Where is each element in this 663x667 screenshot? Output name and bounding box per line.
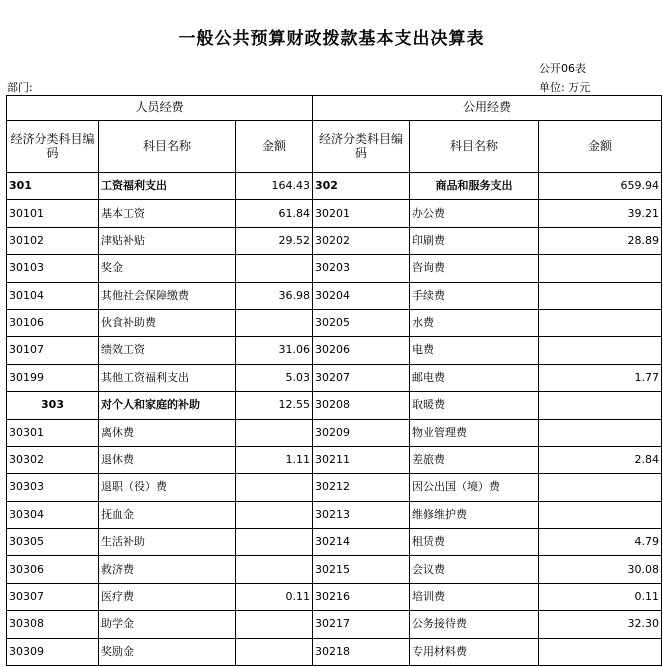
table-row: [7, 474, 662, 501]
left-code-cell: 30302: [7, 446, 99, 473]
right-code-cell: 30216: [313, 583, 410, 610]
header-name-left: 科目名称: [99, 121, 236, 173]
left-amount-cell: [236, 474, 313, 501]
right-code-cell: 302: [313, 173, 410, 200]
table-row: [7, 255, 662, 282]
left-code-cell: 30104: [7, 282, 99, 309]
right-code-cell: 30208: [313, 392, 410, 419]
left-amount-cell: 29.52: [236, 227, 313, 254]
header-amount-right: 金额: [539, 121, 662, 173]
left-code-cell: 30103: [7, 255, 99, 282]
left-name-cell: 津贴补贴: [99, 227, 236, 254]
section-public: 公用经费: [313, 96, 662, 121]
left-name-cell: 工资福利支出: [99, 173, 236, 200]
header-amount-left: 金额: [236, 121, 313, 173]
right-code-cell: 30204: [313, 282, 410, 309]
right-name-cell: 邮电费: [410, 364, 539, 391]
table-row: [7, 501, 662, 528]
table-row: [7, 638, 662, 665]
section-header-row: [7, 96, 662, 121]
right-name-cell: 专用材料费: [410, 638, 539, 665]
left-name-cell: 退职（役）费: [99, 474, 236, 501]
table-row: [7, 611, 662, 638]
right-amount-cell: [539, 474, 662, 501]
right-name-cell: 商品和服务支出: [410, 173, 539, 200]
right-amount-cell: 39.21: [539, 200, 662, 227]
left-name-cell: 伙食补助费: [99, 309, 236, 336]
left-code-cell: 30303: [7, 474, 99, 501]
left-name-cell: 绩效工资: [99, 337, 236, 364]
right-amount-cell: [539, 337, 662, 364]
left-name-cell: 医疗费: [99, 583, 236, 610]
left-amount-cell: 5.03: [236, 364, 313, 391]
table-row: [7, 392, 662, 419]
right-code-cell: 30207: [313, 364, 410, 391]
table-row: [7, 227, 662, 254]
right-name-cell: 物业管理费: [410, 419, 539, 446]
right-code-cell: 30214: [313, 529, 410, 556]
table-row: [7, 200, 662, 227]
table-row: [7, 556, 662, 583]
form-code: 公开06表: [539, 62, 586, 75]
left-amount-cell: 36.98: [236, 282, 313, 309]
right-name-cell: 会议费: [410, 556, 539, 583]
left-code-cell: 30308: [7, 611, 99, 638]
left-code-cell: 30102: [7, 227, 99, 254]
header-name-right: 科目名称: [410, 121, 539, 173]
left-amount-cell: [236, 419, 313, 446]
left-code-cell: 30107: [7, 337, 99, 364]
right-code-cell: 30212: [313, 474, 410, 501]
right-amount-cell: 659.94: [539, 173, 662, 200]
left-amount-cell: 164.43: [236, 173, 313, 200]
left-name-cell: 基本工资: [99, 200, 236, 227]
right-name-cell: 手续费: [410, 282, 539, 309]
right-amount-cell: 1.77: [539, 364, 662, 391]
right-amount-cell: [539, 282, 662, 309]
left-name-cell: 抚血金: [99, 501, 236, 528]
header-code-right: 经济分类科目编码: [313, 121, 410, 173]
left-amount-cell: 1.11: [236, 446, 313, 473]
left-code-cell: 30101: [7, 200, 99, 227]
table-row: [7, 419, 662, 446]
right-code-cell: 30209: [313, 419, 410, 446]
left-code-cell: 303: [7, 392, 99, 419]
department-label: 部门:: [7, 81, 33, 94]
right-name-cell: 咨询费: [410, 255, 539, 282]
right-name-cell: 办公费: [410, 200, 539, 227]
left-amount-cell: 31.06: [236, 337, 313, 364]
right-code-cell: 30201: [313, 200, 410, 227]
right-amount-cell: [539, 255, 662, 282]
right-code-cell: 30205: [313, 309, 410, 336]
table-row: [7, 173, 662, 200]
left-code-cell: 30309: [7, 638, 99, 665]
right-name-cell: 培训费: [410, 583, 539, 610]
right-amount-cell: 0.11: [539, 583, 662, 610]
right-code-cell: 30215: [313, 556, 410, 583]
left-amount-cell: 61.84: [236, 200, 313, 227]
left-name-cell: 奖金: [99, 255, 236, 282]
left-name-cell: 其他社会保障缴费: [99, 282, 236, 309]
left-name-cell: 救济费: [99, 556, 236, 583]
unit-label: 单位: 万元: [539, 81, 591, 94]
left-amount-cell: [236, 638, 313, 665]
table-row: [7, 583, 662, 610]
right-code-cell: 30206: [313, 337, 410, 364]
left-code-cell: 30305: [7, 529, 99, 556]
left-amount-cell: 12.55: [236, 392, 313, 419]
right-amount-cell: 4.79: [539, 529, 662, 556]
left-name-cell: 离休费: [99, 419, 236, 446]
right-name-cell: 电费: [410, 337, 539, 364]
right-name-cell: 维修维护费: [410, 501, 539, 528]
left-name-cell: 其他工资福利支出: [99, 364, 236, 391]
left-name-cell: 退休费: [99, 446, 236, 473]
right-code-cell: 30213: [313, 501, 410, 528]
table-row: [7, 282, 662, 309]
left-code-cell: 30306: [7, 556, 99, 583]
left-code-cell: 30301: [7, 419, 99, 446]
right-name-cell: 水费: [410, 309, 539, 336]
expenditure-table: [6, 95, 662, 666]
right-code-cell: 30218: [313, 638, 410, 665]
right-amount-cell: 28.89: [539, 227, 662, 254]
right-name-cell: 印刷费: [410, 227, 539, 254]
left-amount-cell: 0.11: [236, 583, 313, 610]
section-personnel: 人员经费: [7, 96, 313, 121]
left-code-cell: 30304: [7, 501, 99, 528]
left-amount-cell: [236, 255, 313, 282]
right-name-cell: 公务接待费: [410, 611, 539, 638]
table-row: [7, 309, 662, 336]
right-code-cell: 30203: [313, 255, 410, 282]
left-name-cell: 对个人和家庭的补助: [99, 392, 236, 419]
left-name-cell: 奖励金: [99, 638, 236, 665]
right-name-cell: 差旅费: [410, 446, 539, 473]
right-amount-cell: [539, 501, 662, 528]
right-name-cell: 租赁费: [410, 529, 539, 556]
table-row: [7, 337, 662, 364]
right-amount-cell: [539, 419, 662, 446]
left-amount-cell: [236, 501, 313, 528]
column-header-row: [7, 121, 662, 173]
left-amount-cell: [236, 529, 313, 556]
right-amount-cell: [539, 638, 662, 665]
left-code-cell: 30199: [7, 364, 99, 391]
right-code-cell: 30202: [313, 227, 410, 254]
header-code-left: 经济分类科目编码: [7, 121, 99, 173]
left-amount-cell: [236, 611, 313, 638]
right-amount-cell: 30.08: [539, 556, 662, 583]
right-amount-cell: [539, 309, 662, 336]
right-code-cell: 30217: [313, 611, 410, 638]
table-row: [7, 529, 662, 556]
table-row: [7, 446, 662, 473]
left-code-cell: 30307: [7, 583, 99, 610]
right-name-cell: 因公出国（境）费: [410, 474, 539, 501]
right-code-cell: 30211: [313, 446, 410, 473]
left-name-cell: 助学金: [99, 611, 236, 638]
right-amount-cell: 2.84: [539, 446, 662, 473]
left-amount-cell: [236, 309, 313, 336]
left-amount-cell: [236, 556, 313, 583]
left-code-cell: 301: [7, 173, 99, 200]
left-code-cell: 30106: [7, 309, 99, 336]
table-row: [7, 364, 662, 391]
table-body: [7, 173, 662, 666]
right-amount-cell: [539, 392, 662, 419]
left-name-cell: 生活补助: [99, 529, 236, 556]
right-amount-cell: 32.30: [539, 611, 662, 638]
page-title: 一般公共预算财政拨款基本支出决算表: [178, 29, 485, 49]
right-name-cell: 取暖费: [410, 392, 539, 419]
